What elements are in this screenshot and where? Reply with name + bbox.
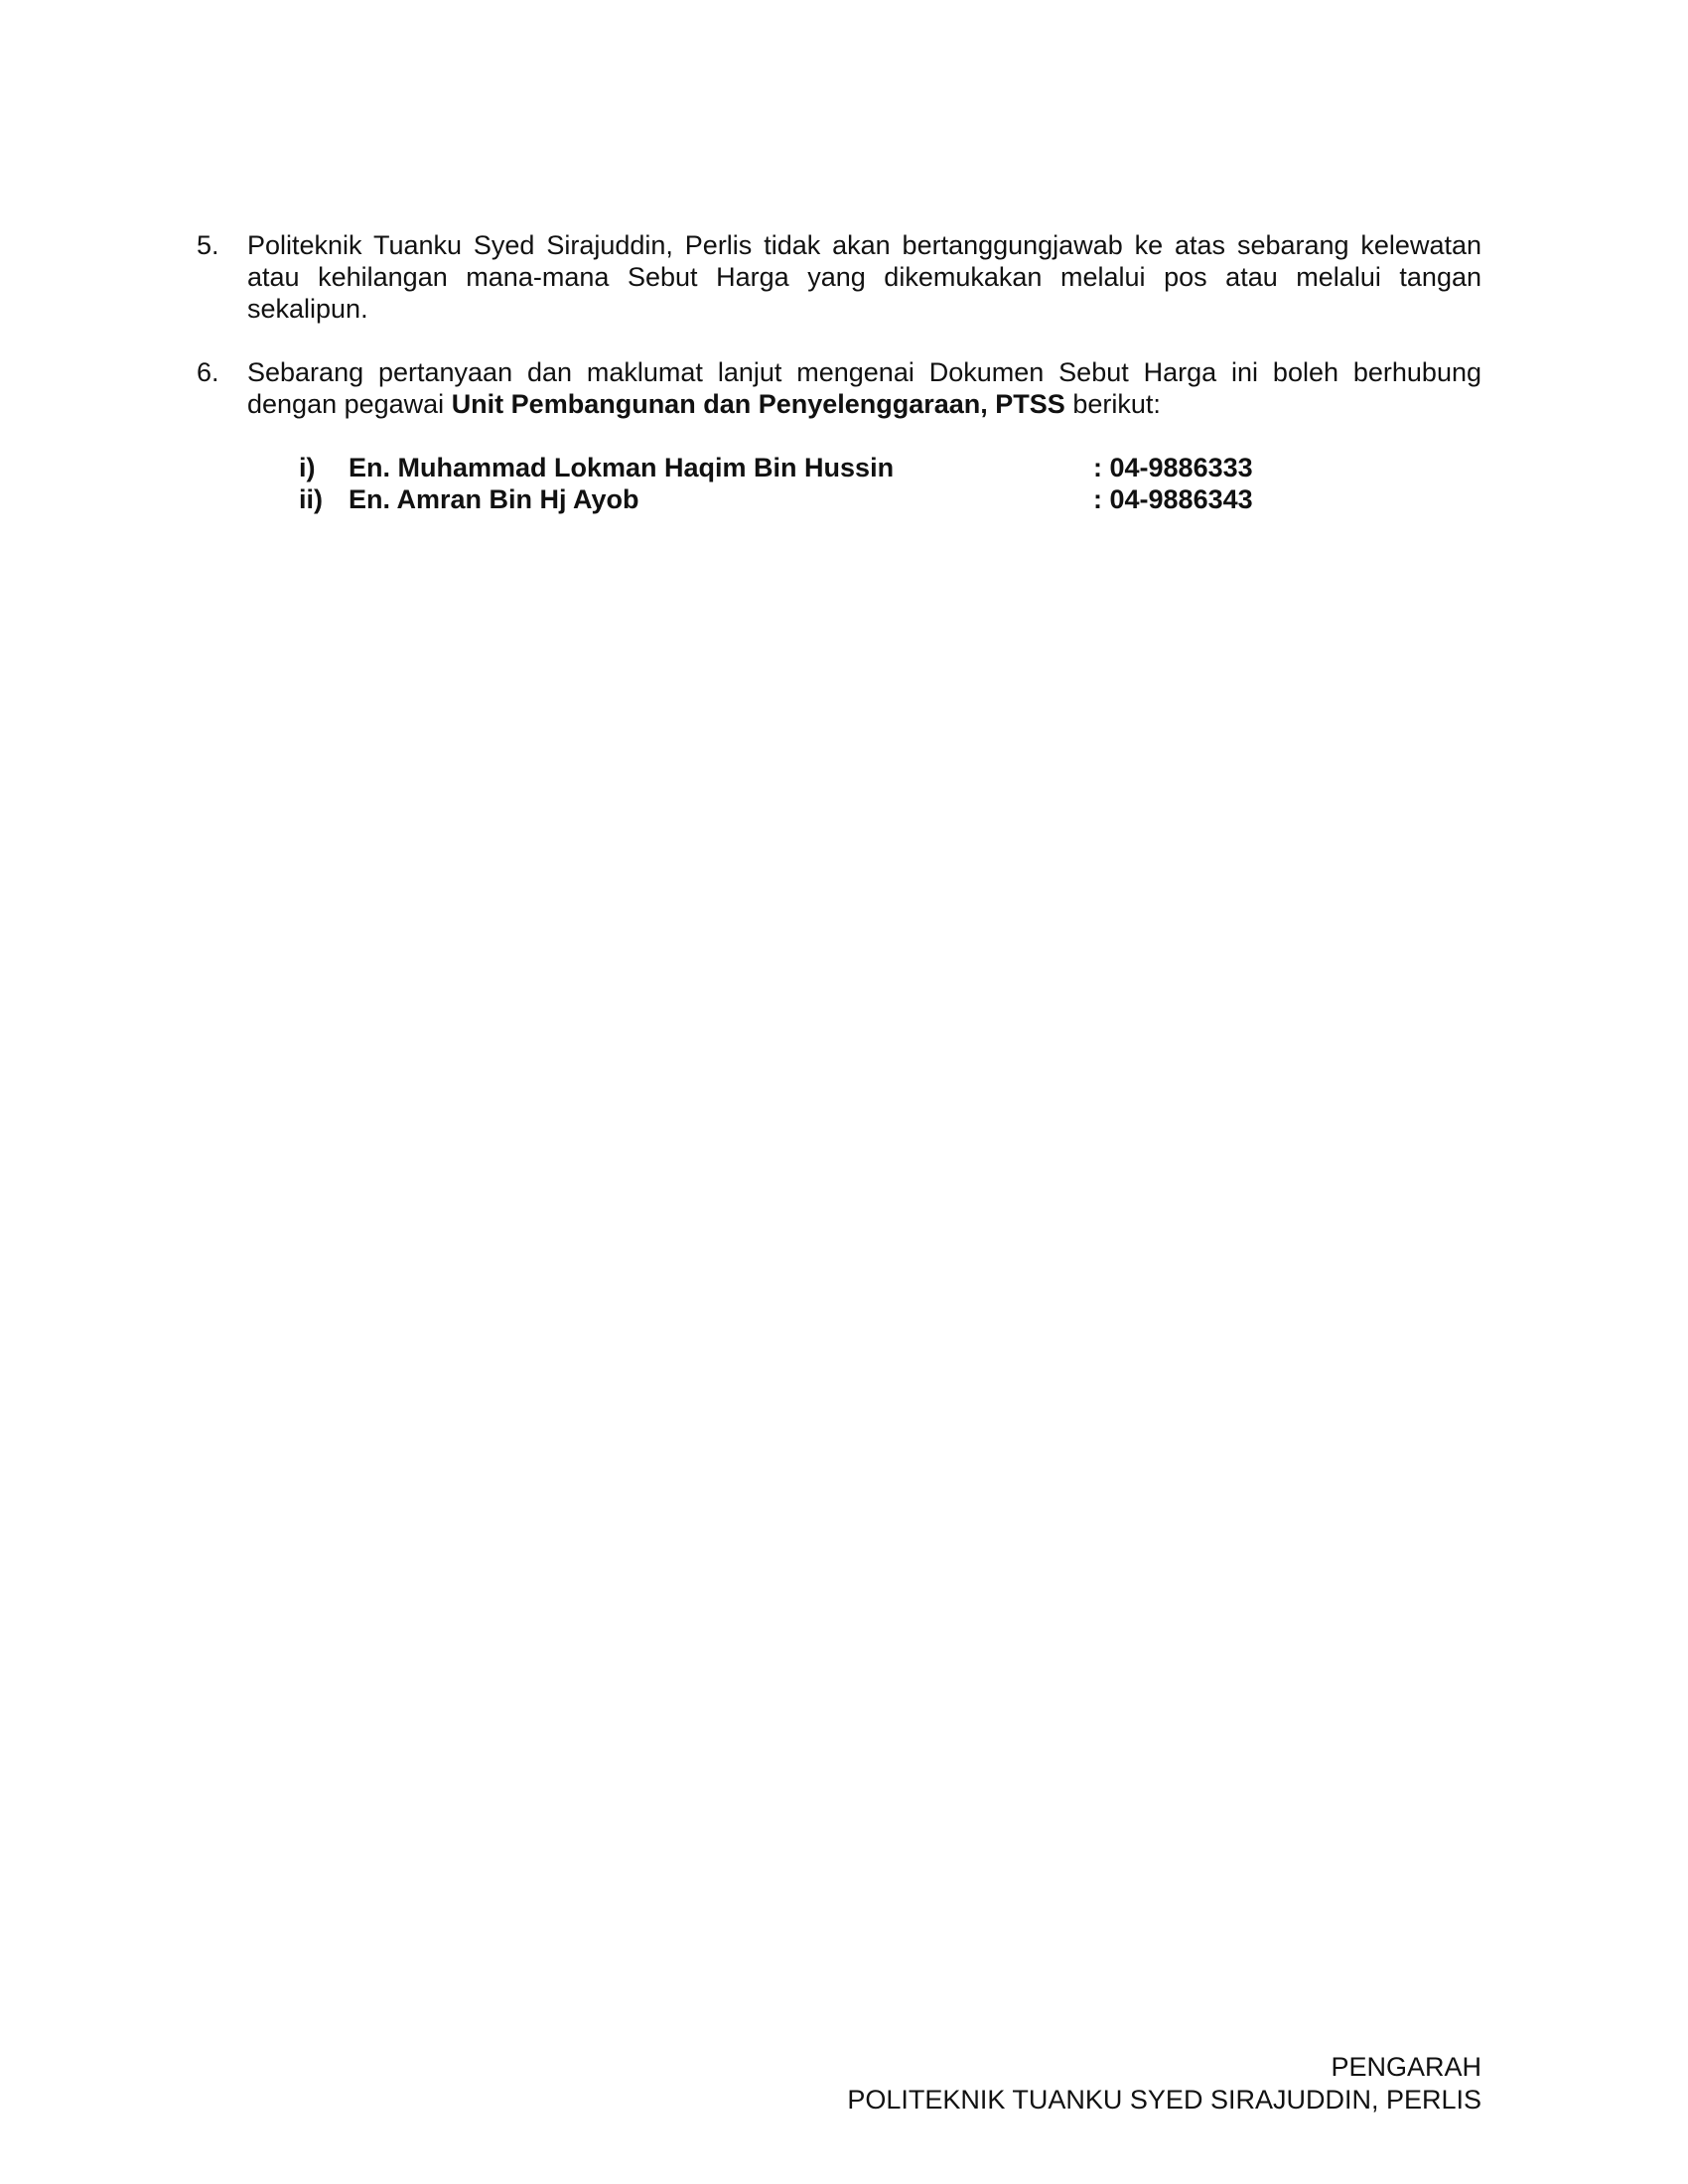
contact-phone: : 04-9886333 [1093,453,1253,482]
signature-organization: POLITEKNIK TUANKU SYED SIRAJUDDIN, PERLIS [847,2085,1481,2115]
paragraph-6 [197,356,1481,420]
contact-index: ii) [299,484,323,514]
contact-row [299,452,1481,483]
paragraph-text [247,356,1481,420]
paragraph-text: Politeknik Tuanku Syed Sirajuddin, Perlis tidak akan bertanggungjawab ke atas sebarang kelewatan atau kehilangan mana-mana Sebut Harga yang dikemukakan melalui pos atau melalui tangan sekalipun. [247,230,1481,324]
paragraph-5 [197,229,1481,325]
contact-phone: : 04-9886343 [1093,484,1253,514]
document-body [197,229,1481,515]
unit-name: Unit Pembangunan dan Penyelenggaraan, PTSS [451,389,1065,419]
contact-name: En. Muhammad Lokman Haqim Bin Hussin [349,453,895,482]
contact-row [299,483,1481,515]
paragraph-number: 5. [197,230,219,260]
paragraph-text-end: berikut: [1064,389,1161,419]
signature-block [847,2051,1481,2116]
contact-index: i) [299,453,316,482]
contact-name: En. Amran Bin Hj Ayob [349,484,639,514]
paragraph-number: 6. [197,357,219,387]
signature-title: PENGARAH [1331,2052,1481,2082]
contact-list [197,452,1481,515]
paragraph-text-start: Sebarang pertanyaan dan maklumat lanjut mengenai Dokumen Sebut Harga ini boleh berhubung dengan pegawai [247,357,1481,419]
